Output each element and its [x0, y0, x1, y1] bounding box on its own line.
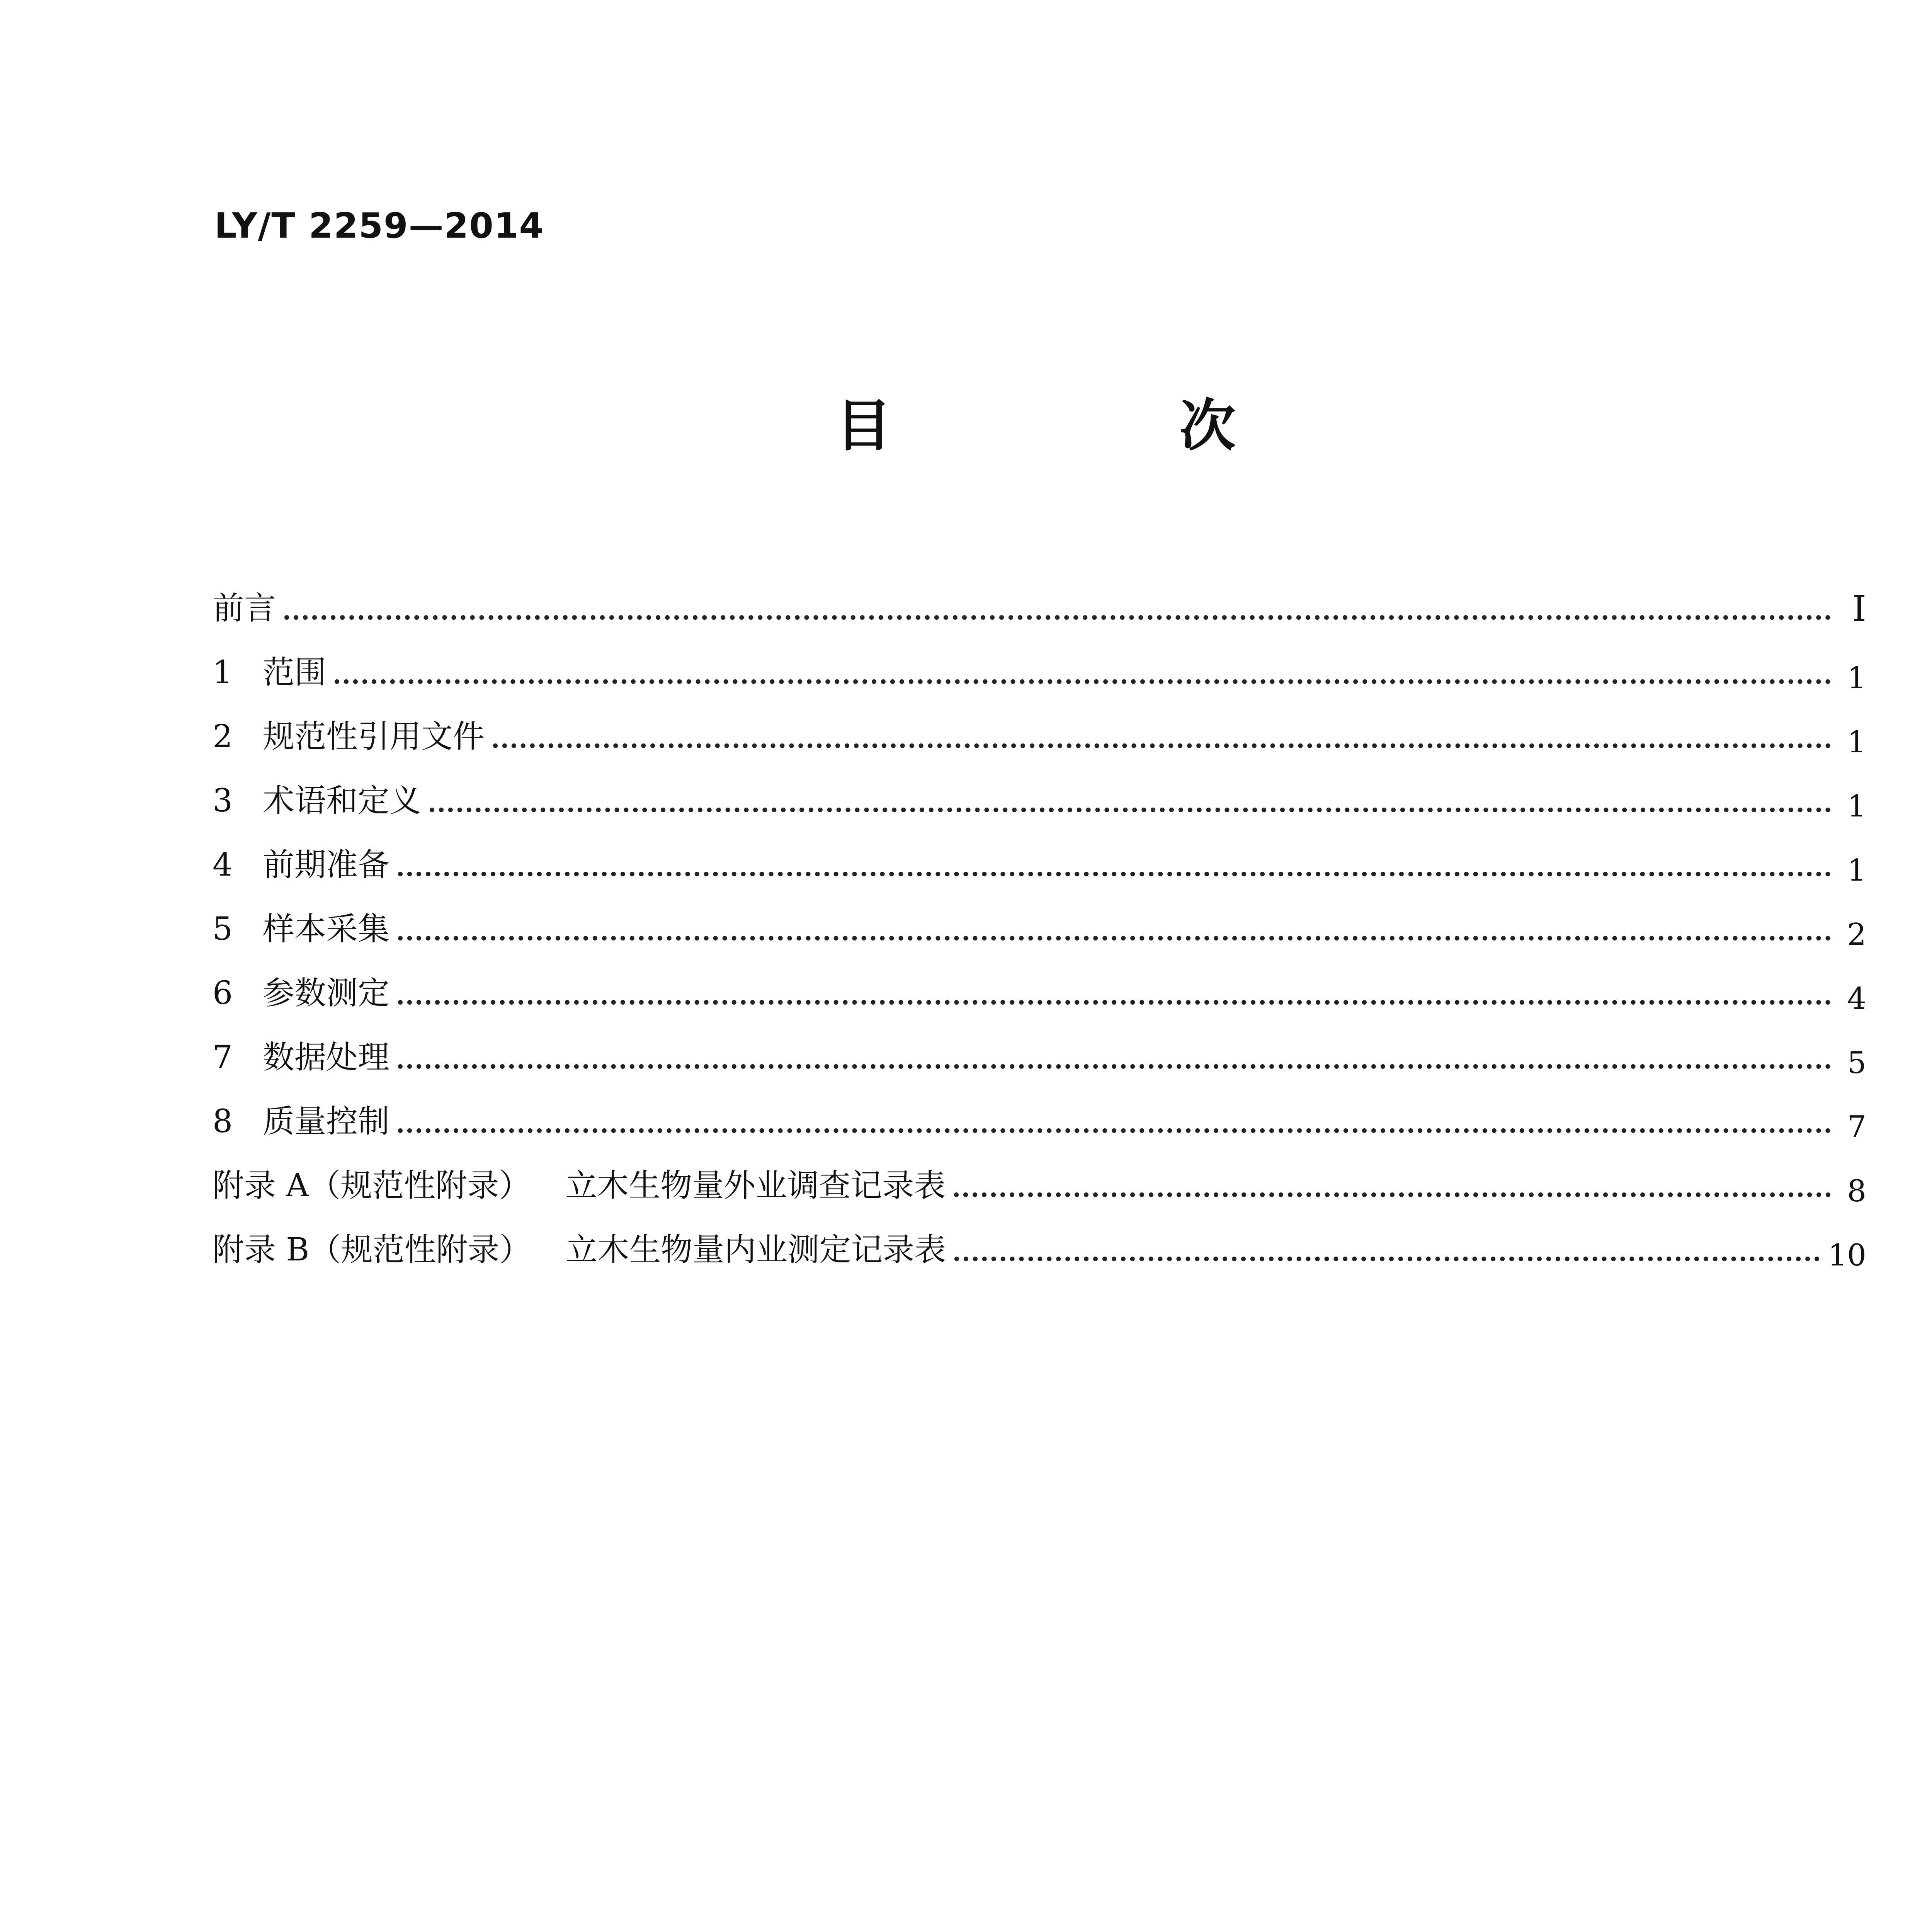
toc-entry-page: 2	[1847, 917, 1866, 952]
toc-entry-label: 范围	[263, 654, 327, 691]
toc-entry-label: 规范性引用文件	[263, 718, 485, 755]
toc-entry-page: 1	[1847, 661, 1866, 696]
toc-entry-label: 质量控制	[263, 1103, 390, 1140]
toc-entry-label: 术语和定义	[263, 782, 422, 819]
toc-entry-label: 前言	[213, 590, 276, 627]
toc-entry-label: 立木生物量外业调查记录表	[565, 1167, 946, 1204]
toc-entry-page: 4	[1847, 981, 1866, 1016]
dot-leader	[335, 679, 1831, 684]
toc-entry-number: 7	[213, 1039, 233, 1076]
dot-leader	[398, 1128, 1831, 1133]
toc-entry-2[interactable]	[213, 689, 1866, 760]
toc-entry-4[interactable]	[213, 817, 1866, 888]
toc-entry-number: 1	[213, 654, 233, 691]
toc-entry-page: 1	[1847, 725, 1866, 760]
dot-leader	[284, 615, 1831, 620]
toc-entry-appendix-prefix: 附录 B（规范性附录）	[213, 1231, 531, 1268]
toc-entry-page: 7	[1847, 1110, 1866, 1145]
dot-leader	[398, 872, 1831, 876]
toc-entry-8[interactable]	[213, 1073, 1866, 1145]
toc-entry-label: 立木生物量内业测定记录表	[566, 1231, 946, 1268]
toc-entry-number: 4	[213, 847, 233, 883]
dot-leader	[430, 808, 1831, 812]
toc-title: 目 次	[835, 393, 1352, 459]
table-of-contents	[213, 560, 1866, 1273]
toc-entry-3[interactable]	[213, 753, 1866, 824]
toc-entry-6[interactable]	[213, 945, 1866, 1016]
toc-entry-number: 5	[213, 911, 233, 947]
toc-entry-page: 8	[1847, 1174, 1866, 1209]
dot-leader	[398, 1000, 1831, 1005]
toc-entry-page: 5	[1847, 1046, 1866, 1080]
toc-entry-page: 1	[1847, 853, 1866, 888]
dot-leader	[954, 1192, 1831, 1197]
toc-entry-label: 前期准备	[263, 847, 390, 883]
dot-leader	[954, 1257, 1819, 1261]
dot-leader	[398, 936, 1831, 940]
toc-entry-appendix-prefix: 附录 A（规范性附录）	[213, 1167, 531, 1204]
toc-entry-page: 1	[1847, 789, 1866, 824]
toc-entry-appendix-a[interactable]	[213, 1138, 1866, 1209]
dot-leader	[493, 743, 1831, 748]
toc-entry-5[interactable]	[213, 881, 1866, 952]
toc-entry-number: 8	[213, 1103, 233, 1140]
document-code: LY/T 2259—2014	[214, 206, 544, 246]
toc-entry-foreword[interactable]	[213, 560, 1866, 629]
toc-entry-number: 3	[213, 782, 233, 819]
toc-entry-number: 2	[213, 718, 233, 755]
toc-entry-label: 参数测定	[263, 975, 390, 1012]
toc-entry-7[interactable]	[213, 1009, 1866, 1080]
toc-entry-number: 6	[213, 975, 233, 1012]
toc-entry-label: 数据处理	[263, 1039, 390, 1076]
toc-entry-page: I	[1852, 588, 1866, 629]
toc-entry-page: 10	[1828, 1238, 1866, 1273]
dot-leader	[398, 1064, 1831, 1069]
toc-entry-appendix-b[interactable]	[213, 1202, 1866, 1273]
toc-entry-1[interactable]	[213, 624, 1866, 696]
toc-entry-label: 样本采集	[263, 911, 390, 947]
